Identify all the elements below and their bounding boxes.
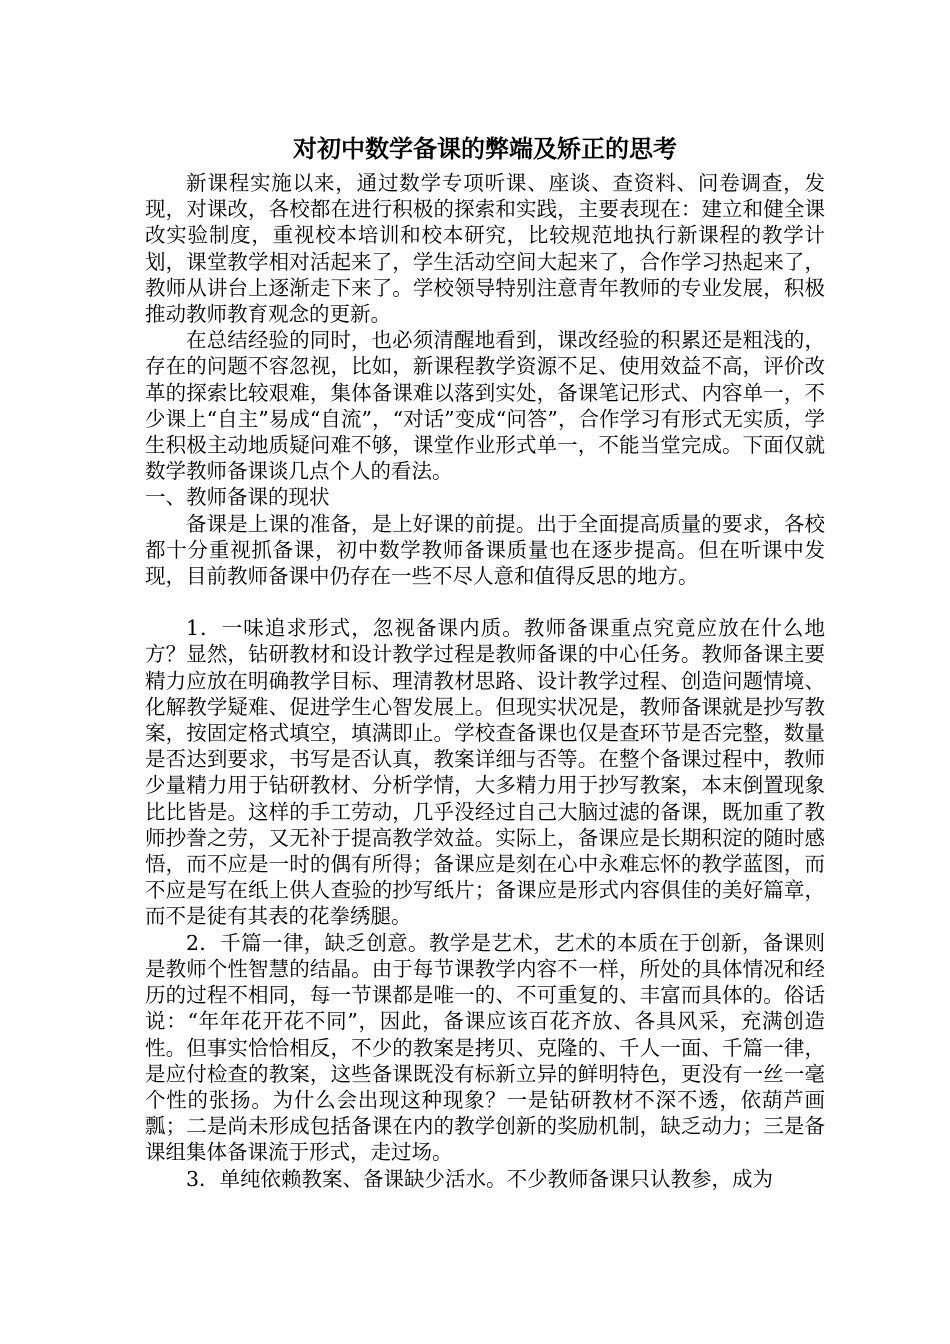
point-paragraph-2: 2．千篇一律，缺乏创意。教学是艺术，艺术的本质在于创新，备课则是教师个性智慧的结晶。由于每节课教学内容不一样，所处的具体情况和经历的过程不相同，每一节课都是唯一的、不可重复的、丰富而具体的。俗话说：“年年花开花不同”，因此，备课应该百花齐放、各具风采，充满创造性。但事实恰恰相反，不少的教案是拷贝、克隆的、千人一面、千篇一律，是应付检查的教案，这些备课既没有标新立异的鲜明特色，更没有一丝一毫个性的张扬。为什么会出现这种现象？一是钻研教材不深不透，依葫芦画瓢；二是尚未形成包括备课在内的教学创新的奖励机制，缺乏动力；三是备课组集体备课流于形式，走过场。: [145, 930, 825, 1165]
point-paragraph-1: 1．一味追求形式，忽视备课内质。教师备课重点究竟应放在什么地方？显然，钻研教材和设计教学过程是教师备课的中心任务。教师备课主要精力应放在明确教学目标、理清教材思路、设计教学过程、创造问题情境、化解教学疑难、促进学生心智发展上。但现实状况是，教师备课就是抄写教案，按固定格式填空，填满即止。学校查备课也仅是查环节是否完整，数量是否达到要求，书写是否认真，教案详细与否等。在整个备课过程中，教师少量精力用于钻研教材、分析学情，大多精力用于抄写教案，本末倒置现象比比皆是。这样的手工劳动，几乎没经过自己大脑过滤的备课，既加重了教师抄誊之劳，又无补于提高教学效益。实际上，备课应是长期积淀的随时感悟，而不应是一时的偶有所得；备课应是刻在心中永难忘怀的教学蓝图，而不应是写在纸上供人查验的抄写纸片；备课应是形式内容俱佳的美好篇章，而不是徒有其表的花拳绣腿。: [145, 616, 825, 929]
section-paragraph: 备课是上课的准备，是上好课的前提。出于全面提高质量的要求，各校都十分重视抓备课，初中数学教师备课质量也在逐步提高。但在听课中发现，目前教师备课中仍存在一些不尽人意和值得反思的地方。: [145, 511, 825, 589]
document-title: 对初中数学备课的弊端及矫正的思考: [293, 135, 677, 163]
intro-paragraph-1: 新课程实施以来，通过数学专项听课、座谈、查资料、问卷调查，发现，对课改，各校都在进行积极的探索和实践，主要表现在：建立和健全课改实验制度，重视校本培训和校本研究，比较规范地执行新课程的教学计划，课堂教学相对活起来了，学生活动空间大起来了，合作学习热起来了，教师从讲台上逐渐走下来了。学校领导特别注意青年教师的专业发展，积极推动教师教育观念的更新。: [145, 171, 825, 327]
document-page: [145, 132, 825, 1192]
section-heading: 一、教师备课的现状: [145, 485, 330, 510]
intro-paragraph-2: 在总结经验的同时，也必须清醒地看到，课改经验的积累还是粗浅的，存在的问题不容忽视，比如，新课程教学资源不足、使用效益不高，评价改革的探索比较艰难，集体备课难以落到实处，备课笔记形式、内容单一，不少课上“自主”易成“自流”，“对话”变成“问答”，合作学习有形式无实质，学生积极主动地质疑问难不够，课堂作业形式单一，不能当堂完成。下面仅就数学教师备课谈几点个人的看法。: [145, 328, 825, 484]
point-paragraph-3: 3．单纯依赖教案、备课缺少活水。不少教师备课只认教参，成为: [186, 1166, 774, 1191]
paragraph-gap: [145, 589, 825, 615]
